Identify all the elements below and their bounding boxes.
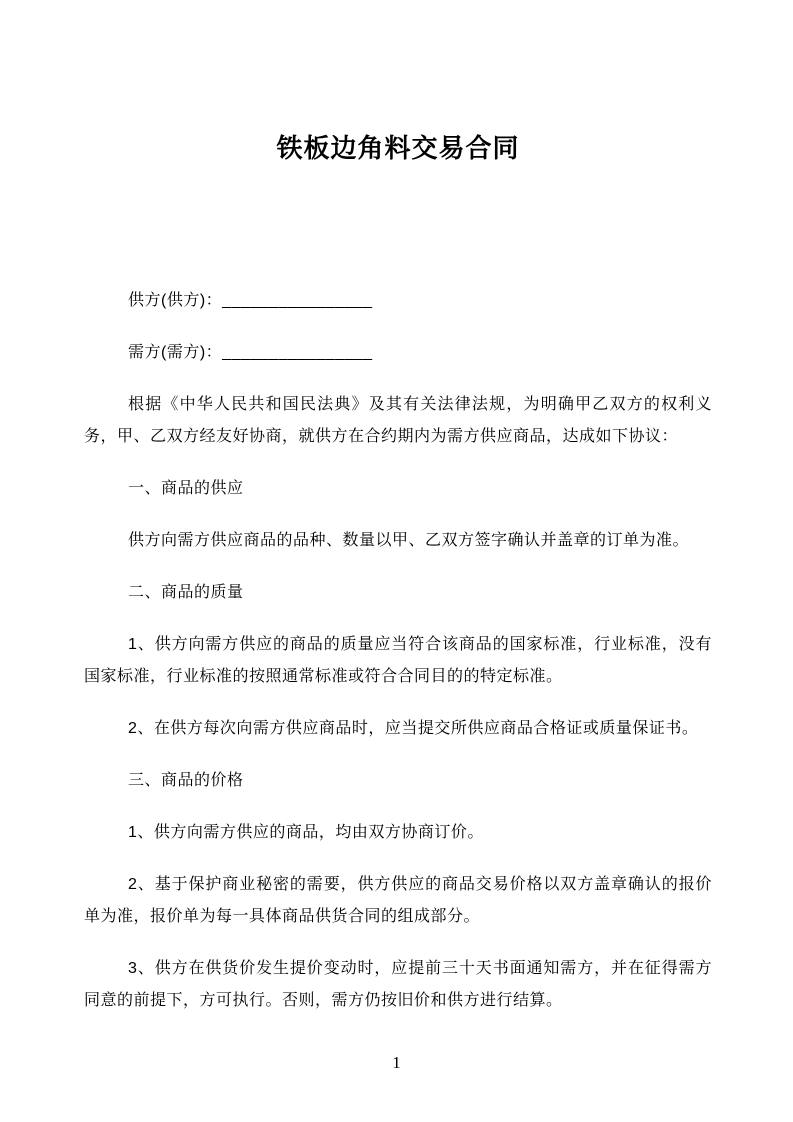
section-3-clause-1: 1、供方向需方供应的商品，均由双方协商订价。 bbox=[128, 824, 484, 841]
section-3-clause-3: 3、供方在供货价发生提价变动时，应提前三十天书面通知需方，并在征得需方同意的前提下，方可执行。否则，需方仍按旧价和供方进行结算。 bbox=[84, 960, 712, 1009]
section-3-clause-2: 2、基于保护商业秘密的需要，供方供应的商品交易价格以双方盖章确认的报价单为准，报价单为每一具体商品供货合同的组成部分。 bbox=[84, 876, 712, 925]
page-number: 1 bbox=[392, 1053, 401, 1072]
buyer-line bbox=[84, 337, 712, 369]
section-2-heading: 二、商品的质量 bbox=[128, 584, 244, 601]
section-1-clause: 供方向需方供应商品的品种、数量以甲、乙双方签字确认并盖章的订单为准。 bbox=[128, 532, 690, 549]
supplier-label: 供方(供方)： bbox=[128, 292, 223, 309]
section-2-clause-2: 2、在供方每次向需方供应商品时，应当提交所供应商品合格证或质量保证书。 bbox=[128, 720, 699, 737]
section-3-heading: 三、商品的价格 bbox=[128, 772, 244, 789]
supplier-name-blank: ________________ bbox=[222, 292, 373, 309]
document-title: 铁板边角料交易合同 bbox=[276, 133, 520, 163]
supplier-line bbox=[84, 285, 712, 317]
intro-paragraph: 根据《中华人民共和国民法典》及其有关法律法规，为明确甲乙双方的权利义务，甲、乙双方经友好协商，就供方在合约期内为需方供应商品，达成如下协议： bbox=[84, 396, 712, 445]
section-1-heading: 一、商品的供应 bbox=[128, 480, 244, 497]
buyer-name-blank: ________________ bbox=[222, 344, 373, 361]
buyer-label: 需方(需方)： bbox=[128, 344, 223, 361]
section-2-clause-1: 1、供方向需方供应的商品的质量应当符合该商品的国家标准，行业标准，没有国家标准，行业标准的按照通常标准或符合合同目的的特定标准。 bbox=[84, 636, 712, 685]
